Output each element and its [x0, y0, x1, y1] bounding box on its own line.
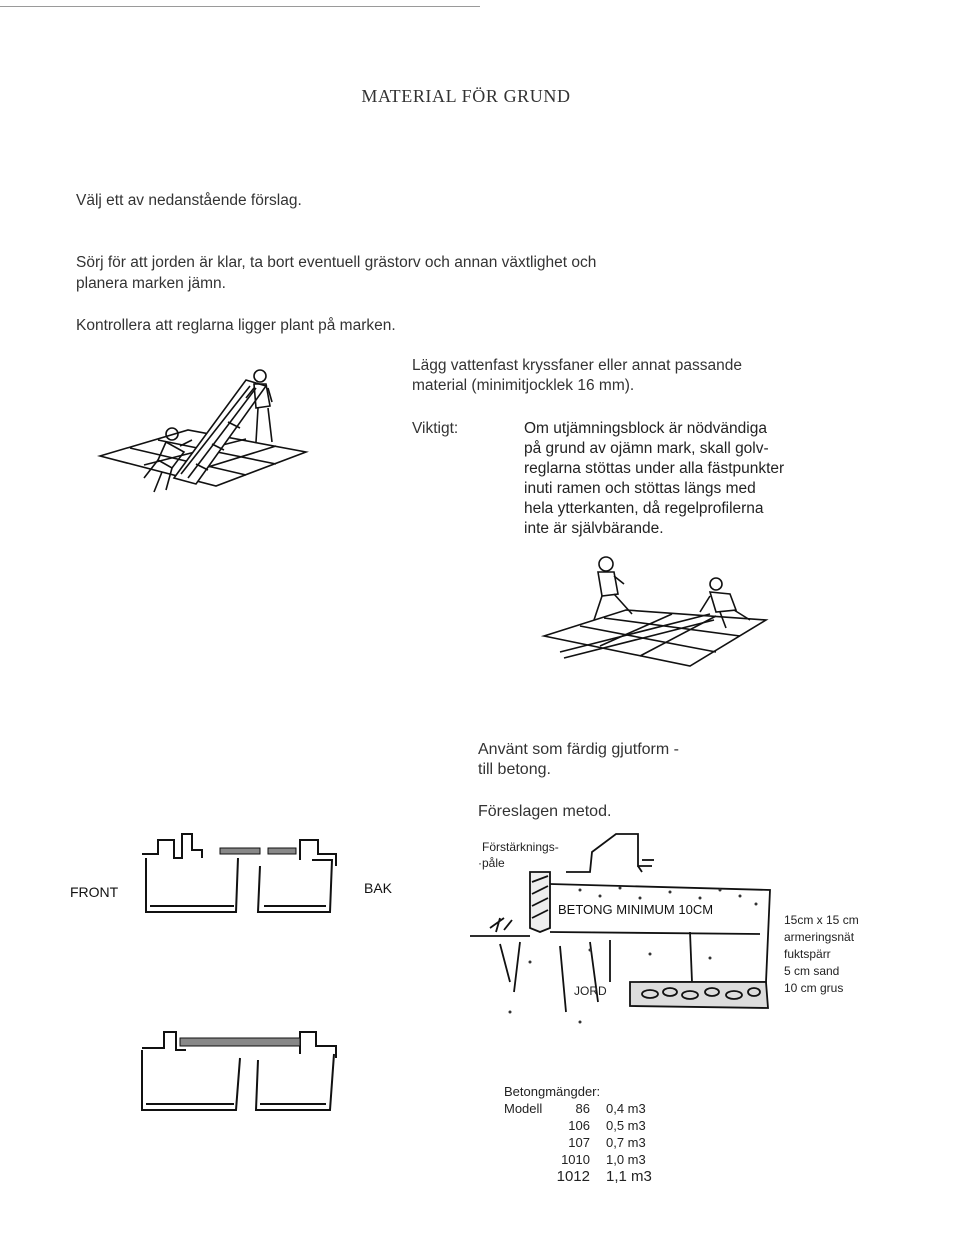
layer-sand: 5 cm sand [784, 964, 840, 978]
important-line: inte är självbärande. [524, 520, 664, 537]
table-row [504, 1100, 658, 1117]
concrete-amounts [504, 1084, 658, 1185]
volume-cell: 1,1 m3 [606, 1168, 652, 1185]
layer-legend [784, 912, 859, 997]
layer-mesh: armeringsnät [784, 930, 855, 944]
instruction-line-1: Sörj för att jorden är klar, ta bort eventuell grästorv och annan växtlighet och [76, 254, 597, 271]
concrete-label: BETONG MINIMUM 10CM [558, 902, 714, 917]
volume-cell: 0,5 m3 [606, 1118, 646, 1133]
important-label: Viktigt: [412, 420, 459, 437]
size-cell: 106 [568, 1118, 590, 1133]
important-text [524, 419, 854, 539]
volume-cell: 1,0 m3 [606, 1152, 646, 1167]
layer-mesh-size: 15cm x 15 cm [784, 913, 859, 927]
important-line: på grund av ojämn mark, skall golv- [524, 440, 769, 457]
instruction-line-2: planera marken jämn. [76, 275, 226, 292]
joist-profile-bottom [140, 1024, 350, 1114]
soil-label: JORD [574, 984, 607, 998]
important-line: reglarna stöttas under alla fästpunkter [524, 460, 785, 477]
back-label: BAK [364, 880, 393, 896]
model-cell [504, 1117, 556, 1134]
joist-profile-top [140, 830, 350, 920]
top-rule [0, 6, 480, 7]
table-row [504, 1134, 658, 1151]
important-line: inuti ramen och stöttas längs med [524, 480, 756, 497]
volume-cell: 0,4 m3 [606, 1101, 646, 1116]
table-row [504, 1151, 658, 1168]
level-joists-text: Kontrollera att reglarna ligger plant på marken. [76, 317, 396, 334]
suggestion-line-2: material (minimitjocklek 16 mm). [412, 377, 635, 394]
front-label: FRONT [70, 884, 119, 900]
suggestion-line-1: Lägg vattenfast kryssfaner eller annat passande [412, 357, 743, 374]
layer-gravel: 10 cm grus [784, 981, 844, 995]
pile-label-2: ·påle [478, 856, 505, 870]
size-cell: 1010 [561, 1152, 590, 1167]
intro-text: Välj ett av nedanstående förslag. [76, 192, 302, 209]
model-cell [504, 1168, 556, 1185]
formwork-line-1: Använt som färdig gjutform - [478, 741, 679, 758]
model-cell [504, 1134, 556, 1151]
foundation-cross-section [470, 832, 790, 1042]
layer-moisture-barrier: fuktspärr [784, 947, 831, 961]
placing-blocks-illustration [540, 554, 780, 674]
table-row [504, 1117, 658, 1134]
size-cell: 86 [575, 1101, 590, 1116]
formwork-line-2: till betong. [478, 761, 551, 778]
page-title: MATERIAL FÖR GRUND [361, 86, 571, 106]
volume-cell: 0,7 m3 [606, 1135, 646, 1150]
important-line: hela ytterkanten, då regelprofilerna [524, 500, 764, 517]
model-cell [504, 1151, 556, 1168]
size-cell: 107 [568, 1135, 590, 1150]
important-line: Om utjämningsblock är nödvändiga [524, 420, 767, 437]
table-row [504, 1168, 658, 1185]
laying-sheets-illustration [96, 360, 316, 510]
model-cell: Modell [504, 1101, 543, 1116]
amounts-table [504, 1100, 658, 1185]
recommended-method: Föreslagen metod. [478, 803, 612, 820]
pile-label-1: Förstärknings- [482, 840, 559, 854]
size-cell: 1012 [556, 1168, 590, 1185]
amounts-heading: Betongmängder: [504, 1084, 601, 1099]
